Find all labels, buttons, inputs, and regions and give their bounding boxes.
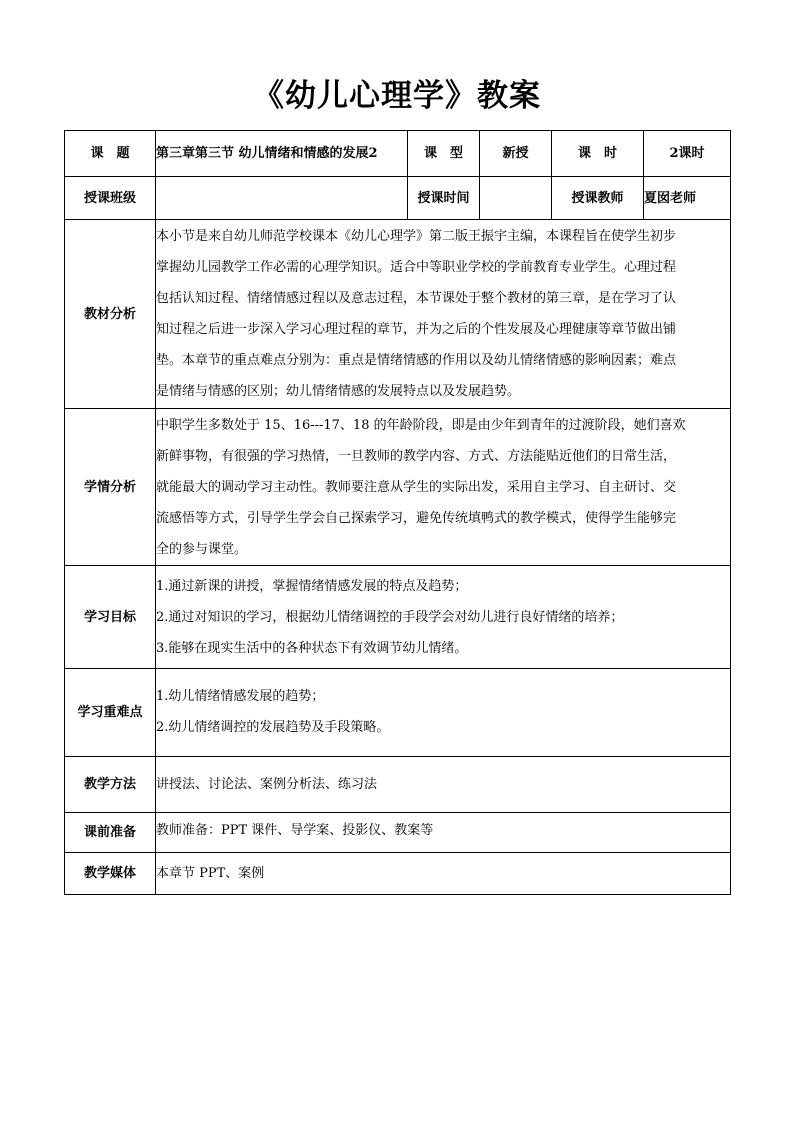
hours-label: 课 时 (552, 131, 644, 177)
time-value (480, 177, 552, 220)
topic-row (65, 131, 731, 177)
keypoints-row (65, 669, 731, 757)
keypoints-label: 学习重难点 (65, 669, 156, 757)
students-line: 中职学生多数处于 15、16---17、18 的年龄阶段，即是由少年到青年的过渡阶段，她们喜欢 (156, 417, 686, 433)
material-line: 知过程之后进一步深入学习心理过程的章节，并为之后的个性发展及心理健康等章节做出铺 (156, 322, 677, 337)
material-row (65, 220, 731, 409)
methods-label: 教学方法 (65, 757, 156, 813)
students-line: 流感悟等方式，引导学生学会自己探索学习，避免传统填鸭式的教学模式，使得学生能够完 (156, 510, 677, 526)
material-line: 是情绪与情感的区别；幼儿情绪情感的发展特点以及发展趋势。 (156, 384, 521, 399)
preparation-label: 课前准备 (65, 813, 156, 853)
methods-content: 讲授法、讨论法、案例分析法、练习法 (156, 757, 731, 813)
media-label: 教学媒体 (65, 853, 156, 895)
material-line: 掌握幼儿园教学工作必需的心理学知识。适合中等职业学校的学前教育专业学生。心理过程 (156, 260, 677, 275)
media-content: 本章节 PPT、案例 (156, 853, 731, 895)
hours-value: 2课时 (644, 131, 731, 177)
goals-line: 3.能够在现实生活中的各种状态下有效调节幼儿情绪。 (156, 640, 468, 656)
class-label: 授课班级 (65, 177, 156, 220)
keypoints-content (156, 669, 731, 757)
teacher-value: 夏囡老师 (644, 177, 731, 220)
students-row (65, 409, 731, 566)
goals-row (65, 566, 731, 669)
goals-content (156, 566, 731, 669)
page-title: 《幼儿心理学》教案 (253, 78, 541, 114)
material-label: 教材分析 (65, 220, 156, 409)
material-content (156, 220, 731, 409)
students-line: 新鲜事物，有很强的学习热情，一旦教师的教学内容、方式、方法能贴近他们的日常生活， (156, 448, 677, 464)
keypoints-line: 2.幼儿情绪调控的发展趋势及手段策略。 (156, 720, 390, 735)
class-value (156, 177, 408, 220)
preparation-content: 教师准备：PPT 课件、导学案、投影仪、教案等 (156, 813, 731, 853)
material-line: 本小节是来自幼儿师范学校课本《幼儿心理学》第二版王振宇主编，本课程旨在使学生初步 (156, 229, 677, 244)
material-line: 包括认知过程、情绪情感过程以及意志过程，本节课处于整个教材的第三章，是在学习了认 (156, 291, 677, 306)
media-row (65, 853, 731, 895)
teacher-label: 授课教师 (552, 177, 644, 220)
students-line: 全的参与课堂。 (156, 541, 248, 557)
methods-row (65, 757, 731, 813)
students-content (156, 409, 731, 566)
goals-line: 2.通过对知识的学习，根据幼儿情绪调控的手段学会对幼儿进行良好情绪的培养； (156, 609, 624, 625)
topic-label: 课 题 (65, 131, 156, 177)
goals-label: 学习目标 (65, 566, 156, 669)
class-row (65, 177, 731, 220)
type-value: 新授 (480, 131, 552, 177)
topic-value: 第三章第三节 幼儿情绪和情感的发展2 (156, 131, 408, 177)
students-label: 学情分析 (65, 409, 156, 566)
keypoints-line: 1.幼儿情绪情感发展的趋势； (156, 689, 325, 704)
students-line: 就能最大的调动学习主动性。教师要注意从学生的实际出发，采用自主学习、自主研讨、交 (156, 479, 677, 495)
preparation-row (65, 813, 731, 853)
goals-line: 1.通过新课的讲授，掌握情绪情感发展的特点及趋势； (156, 578, 468, 594)
type-label: 课 型 (408, 131, 480, 177)
time-label: 授课时间 (408, 177, 480, 220)
material-line: 垫。本章节的重点难点分别为：重点是情绪情感的作用以及幼儿情绪情感的影响因素；难点 (156, 353, 677, 368)
lesson-plan-table (64, 130, 731, 895)
